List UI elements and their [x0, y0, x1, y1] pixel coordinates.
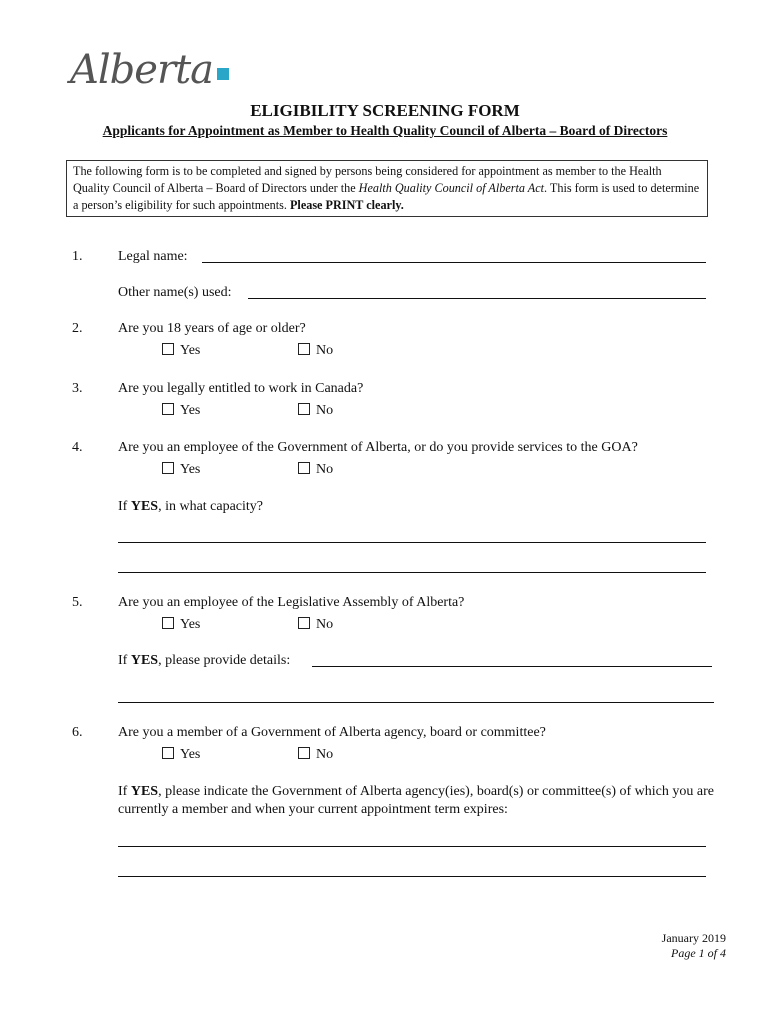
logo-text: Alberta — [70, 47, 213, 93]
no-label: No — [316, 403, 334, 418]
q2-number: 2. — [72, 321, 83, 336]
q6-followup — [118, 783, 718, 819]
q4-number: 4. — [72, 440, 83, 455]
intro-act-name: Health Quality Council of Alberta Act — [358, 181, 545, 195]
q5-yes-checkbox[interactable] — [162, 616, 200, 634]
intro-emphasis: Please PRINT clearly. — [289, 198, 404, 212]
yes-emphasis: YES — [130, 499, 159, 514]
q5-no-checkbox[interactable] — [298, 616, 333, 634]
checkbox-icon — [298, 343, 310, 355]
q6-membership-line-1[interactable] — [118, 846, 706, 847]
q6-membership-line-2[interactable] — [118, 876, 706, 877]
yes-label: Yes — [180, 617, 201, 632]
logo-square-icon — [217, 68, 229, 80]
q4-no-checkbox[interactable] — [298, 461, 333, 479]
checkbox-icon — [298, 403, 310, 415]
if-label: If — [118, 499, 131, 514]
q1-legal-name-label: Legal name: — [118, 249, 188, 264]
q5-followup-text: , please provide details: — [158, 653, 291, 668]
checkbox-icon — [298, 462, 310, 474]
checkbox-icon — [162, 403, 174, 415]
checkbox-icon — [298, 617, 310, 629]
footer — [662, 931, 726, 961]
yes-label: Yes — [180, 747, 201, 762]
alberta-logo — [70, 42, 240, 98]
checkbox-icon — [162, 462, 174, 474]
q4-yes-checkbox[interactable] — [162, 461, 200, 479]
intro-text-2: . This form is used to determine a person’s eligibility for such appointments. — [73, 181, 700, 212]
no-label: No — [316, 747, 334, 762]
q6-text: Are you a member of a Government of Alberta agency, board or committee? — [118, 725, 546, 740]
footer-date: January 2019 — [661, 931, 726, 945]
intro-text-1: The following form is to be completed and signed by persons being considered for appointment as member to the Health Quality Council of Alberta – Board of Directors under the — [73, 164, 662, 195]
q3-yes-checkbox[interactable] — [162, 402, 200, 420]
q6-followup-text: , please indicate the Government of Alberta agency(ies), board(s) or committee(s) of which you are currently a member and when your current appointment term expires: — [118, 784, 714, 817]
form-subtitle: Applicants for Appointment as Member to Health Quality Council of Alberta – Board of Directors — [102, 123, 668, 138]
q6-no-checkbox[interactable] — [298, 746, 333, 764]
q4-followup-text: , in what capacity? — [158, 499, 264, 514]
q1-number: 1. — [72, 249, 83, 264]
q4-followup — [118, 498, 263, 516]
q5-details-line-2[interactable] — [118, 702, 714, 703]
yes-emphasis: YES — [130, 784, 159, 799]
other-names-field[interactable] — [248, 298, 706, 299]
checkbox-icon — [298, 747, 310, 759]
checkbox-icon — [162, 617, 174, 629]
q3-no-checkbox[interactable] — [298, 402, 333, 420]
yes-label: Yes — [180, 462, 201, 477]
q3-number: 3. — [72, 381, 83, 396]
q6-yes-checkbox[interactable] — [162, 746, 200, 764]
q5-details-line-1[interactable] — [312, 666, 712, 667]
checkbox-icon — [162, 343, 174, 355]
q6-number: 6. — [72, 725, 83, 740]
checkbox-icon — [162, 747, 174, 759]
q2-text: Are you 18 years of age or older? — [118, 321, 306, 336]
no-label: No — [316, 462, 334, 477]
no-label: No — [316, 617, 334, 632]
q2-yes-checkbox[interactable] — [162, 342, 200, 360]
if-label: If — [118, 784, 131, 799]
if-label: If — [118, 653, 131, 668]
no-label: No — [316, 343, 334, 358]
yes-label: Yes — [180, 403, 201, 418]
q4-capacity-line-1[interactable] — [118, 542, 706, 543]
q2-no-checkbox[interactable] — [298, 342, 333, 360]
yes-emphasis: YES — [130, 653, 159, 668]
q5-followup — [118, 652, 290, 670]
q4-capacity-line-2[interactable] — [118, 572, 706, 573]
q3-text: Are you legally entitled to work in Canada? — [118, 381, 364, 396]
q5-number: 5. — [72, 595, 83, 610]
q5-text: Are you an employee of the Legislative Assembly of Alberta? — [118, 595, 465, 610]
intro-box — [66, 160, 708, 217]
page-number: Page 1 of 4 — [671, 946, 726, 960]
yes-label: Yes — [180, 343, 201, 358]
q4-text: Are you an employee of the Government of Alberta, or do you provide services to the GOA? — [118, 440, 638, 455]
legal-name-field[interactable] — [202, 262, 706, 263]
q1-other-names-label: Other name(s) used: — [118, 285, 232, 300]
form-title: ELIGIBILITY SCREENING FORM — [250, 101, 520, 120]
